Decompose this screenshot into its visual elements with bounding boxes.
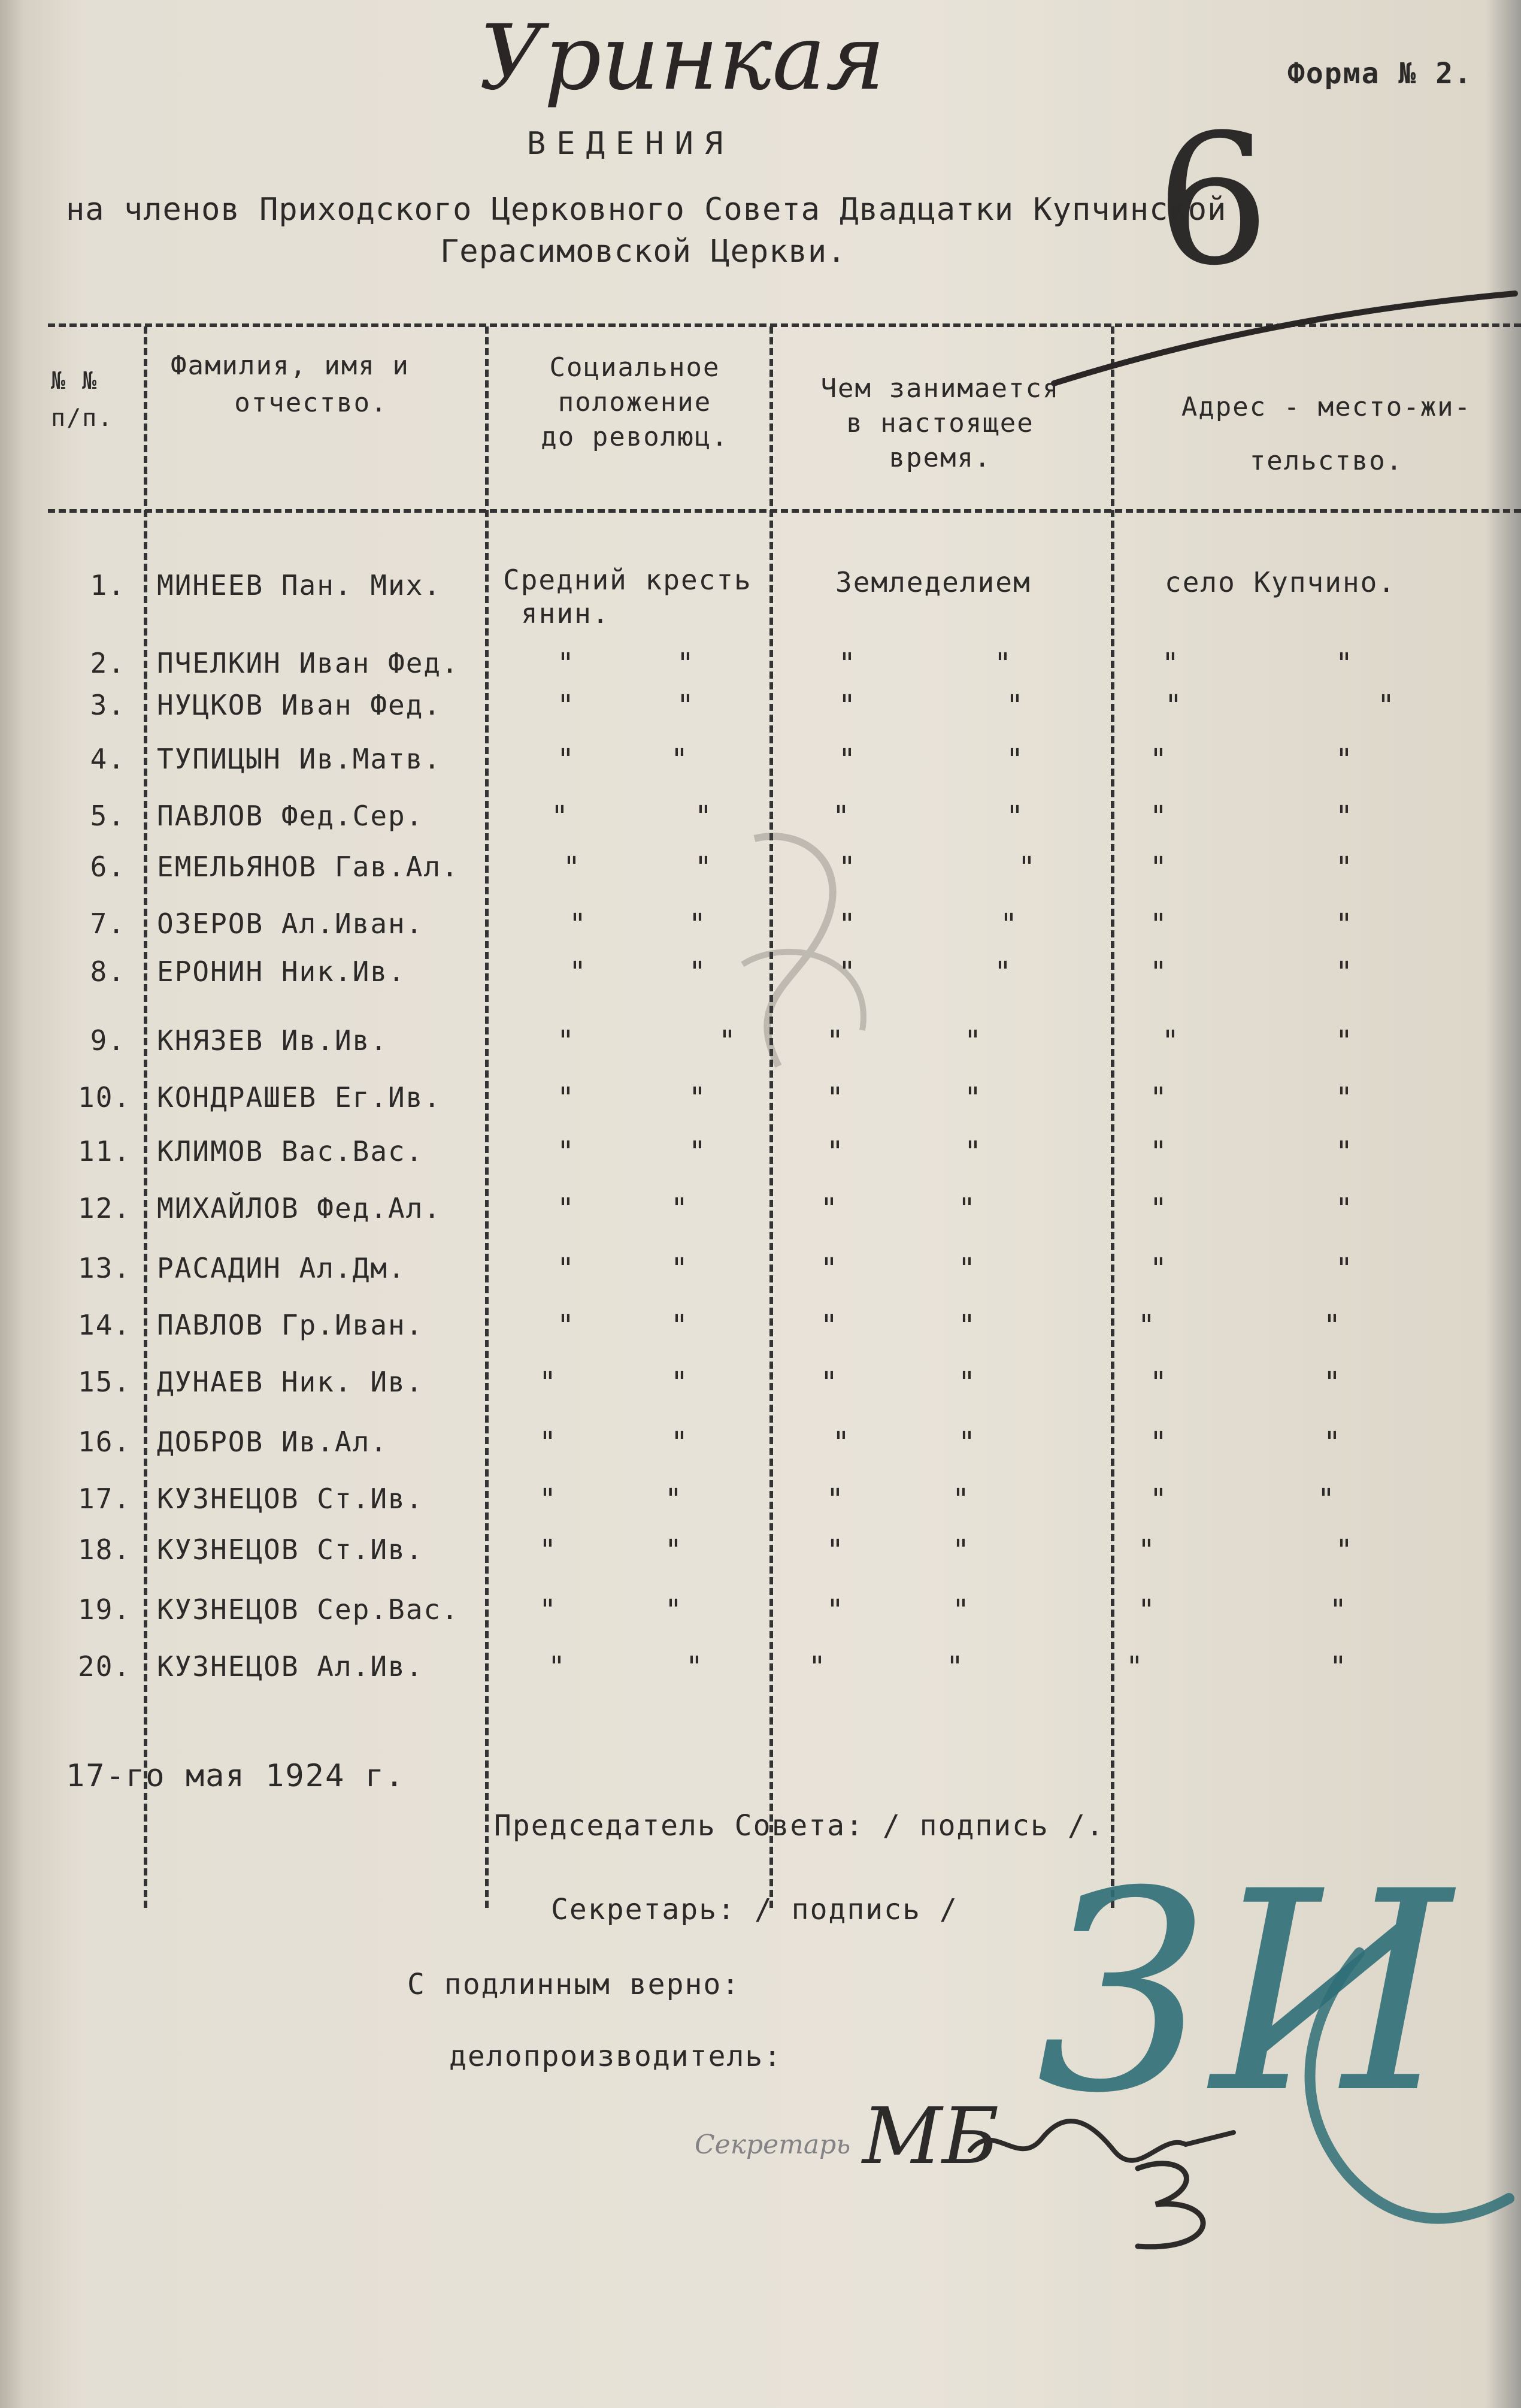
- ditto-mark: ": [539, 1366, 558, 1399]
- ditto-mark: ": [1150, 1135, 1168, 1169]
- row-member-name: ЕРОНИН Ник.Ив.: [157, 955, 406, 988]
- ditto-mark: ": [958, 1309, 977, 1342]
- row-member-name: РАСАДИН Ал.Дм.: [157, 1252, 406, 1284]
- row-member-name: НУЦКОВ Иван Фед.: [157, 689, 442, 721]
- header-name-line-1: Фамилия, имя и: [171, 350, 410, 381]
- row-member-name: ОЗЕРОВ Ал.Иван.: [157, 907, 424, 940]
- ditto-mark: ": [539, 1426, 558, 1459]
- row-number: 4.: [90, 743, 126, 775]
- header-occupation-line-2: в настоящее: [846, 408, 1034, 438]
- row-member-name: КУЗНЕЦОВ Ст.Ив.: [157, 1533, 424, 1566]
- row-member-name: МИНЕЕВ Пан. Мих.: [157, 569, 442, 601]
- ditto-mark: ": [539, 1483, 558, 1516]
- ditto-mark: ": [826, 1533, 845, 1567]
- ditto-mark: ": [1150, 743, 1168, 776]
- ditto-mark: ": [964, 1024, 983, 1058]
- ditto-mark: ": [569, 907, 587, 941]
- ditto-mark: ": [838, 907, 857, 941]
- ditto-mark: ": [952, 1593, 971, 1627]
- ditto-mark: ": [1138, 1533, 1156, 1567]
- ditto-mark: ": [671, 1252, 689, 1285]
- header-social-line-3: до революц.: [541, 422, 729, 452]
- ditto-mark: ": [557, 1192, 575, 1226]
- table-row: [0, 1483, 1521, 1524]
- teal-pencil-curve: [1252, 1947, 1515, 2246]
- ditto-mark: ": [557, 1309, 575, 1342]
- row-number: 14.: [78, 1309, 132, 1341]
- ditto-mark: ": [1006, 689, 1025, 722]
- ditto-mark: ": [808, 1650, 827, 1684]
- ditto-mark: ": [686, 1650, 704, 1684]
- table-row: [0, 1252, 1521, 1294]
- ditto-mark: ": [1335, 1192, 1354, 1226]
- row-member-name: МИХАЙЛОВ Фед.Ал.: [157, 1192, 442, 1224]
- header-address-line-1: Адрес - место-жи-: [1181, 392, 1472, 422]
- row-number: 9.: [90, 1024, 126, 1057]
- ditto-mark: ": [958, 1426, 977, 1459]
- header-num-line-1: № №: [51, 367, 98, 395]
- ditto-mark: ": [689, 1081, 707, 1115]
- row-number: 19.: [78, 1593, 132, 1626]
- ditto-mark: ": [1323, 1426, 1342, 1459]
- ditto-mark: ": [838, 689, 857, 722]
- margin-mark: 6: [1156, 96, 1270, 305]
- table-row: [0, 1366, 1521, 1408]
- row-member-name: ПЧЕЛКИН Иван Фед.: [157, 647, 459, 679]
- ditto-mark: ": [1126, 1650, 1144, 1684]
- ditto-mark: ": [1165, 689, 1183, 722]
- ditto-mark: ": [665, 1533, 683, 1567]
- ditto-mark: ": [1335, 1252, 1354, 1285]
- ditto-mark: ": [671, 1309, 689, 1342]
- row-number: 5.: [90, 800, 126, 832]
- ditto-mark: ": [695, 851, 713, 884]
- ditto-mark: ": [677, 647, 695, 680]
- ditto-mark: ": [1006, 743, 1025, 776]
- header-social: [515, 350, 755, 455]
- table-row: [0, 1533, 1521, 1575]
- first-row-occupation: Земледелием: [835, 566, 1031, 598]
- document-subtitle-line-1: на членов Приходского Церковного Совета Двадцатки Купчинской: [66, 192, 1227, 228]
- ditto-mark: ": [689, 907, 707, 941]
- header-address-line-2: тельство.: [1249, 446, 1404, 476]
- faint-stamp-mark: [707, 815, 922, 1150]
- header-name: [171, 347, 410, 422]
- teal-number-mark: 3И: [1036, 1833, 1452, 2153]
- table-row: [0, 743, 1521, 785]
- row-member-name: ЕМЕЛЬЯНОВ Гав.Ал.: [157, 851, 459, 883]
- ditto-mark: ": [1335, 743, 1354, 776]
- header-social-line-2: положение: [558, 387, 712, 418]
- first-row-social-line-1: Средний кресть: [503, 564, 752, 596]
- document-title: ВЕДЕНИЯ: [527, 126, 734, 162]
- table-row: [0, 1309, 1521, 1351]
- ditto-mark: ": [838, 647, 857, 680]
- ditto-mark: ": [958, 1252, 977, 1285]
- ditto-mark: ": [952, 1483, 971, 1516]
- ditto-mark: ": [1138, 1309, 1156, 1342]
- ditto-mark: ": [689, 1135, 707, 1169]
- row-member-name: ПАВЛОВ Гр.Иван.: [157, 1309, 424, 1341]
- row-member-name: ДУНАЕВ Ник. Ив.: [157, 1366, 424, 1398]
- header-occupation-line-1: Чем занимается: [820, 373, 1060, 404]
- ditto-mark: ": [548, 1650, 566, 1684]
- header-social-line-1: Социальное: [549, 352, 720, 383]
- row-number: 2.: [90, 647, 126, 679]
- ditto-mark: ": [1329, 1650, 1348, 1684]
- ditto-mark: ": [820, 1309, 839, 1342]
- row-member-name: ТУПИЦЫН Ив.Матв.: [157, 743, 442, 775]
- ditto-mark: ": [557, 647, 575, 680]
- form-label: Форма № 2.: [1287, 57, 1472, 90]
- certified-line: С подлинным верно:: [407, 1968, 741, 2001]
- chairman-signature-line: Председатель Совета: / подпись /.: [494, 1809, 1105, 1843]
- pen-stroke-header: [1048, 276, 1521, 395]
- ditto-mark: ": [1335, 1024, 1354, 1058]
- ditto-mark: ": [1150, 851, 1168, 884]
- table-row: [0, 1426, 1521, 1468]
- row-number: 15.: [78, 1366, 132, 1398]
- ditto-mark: ": [1162, 647, 1180, 680]
- secretary-signature-line: Секретарь: / подпись /: [551, 1893, 958, 1926]
- ditto-mark: ": [557, 743, 575, 776]
- ditto-mark: ": [1150, 1426, 1168, 1459]
- row-member-name: КНЯЗЕВ Ив.Ив.: [157, 1024, 389, 1057]
- ditto-mark: ": [958, 1192, 977, 1226]
- header-occupation: [790, 371, 1090, 476]
- ditto-mark: ": [826, 1483, 845, 1516]
- ditto-mark: ": [557, 1252, 575, 1285]
- ditto-mark: ": [1150, 1252, 1168, 1285]
- table-header-bottom-border: [48, 509, 1521, 513]
- row-member-name: КОНДРАШЕВ Ег.Ив.: [157, 1081, 442, 1114]
- ditto-mark: ": [952, 1533, 971, 1567]
- ditto-mark: ": [1335, 647, 1354, 680]
- ditto-mark: ": [539, 1533, 558, 1567]
- ditto-mark: ": [557, 1024, 575, 1058]
- ditto-mark: ": [1138, 1593, 1156, 1627]
- row-member-name: КЛИМОВ Вас.Вас.: [157, 1135, 424, 1167]
- ditto-mark: ": [665, 1483, 683, 1516]
- row-number: 16.: [78, 1426, 132, 1458]
- ditto-mark: ": [1377, 689, 1396, 722]
- row-number: 18.: [78, 1533, 132, 1566]
- ditto-mark: ": [1335, 955, 1354, 989]
- ditto-mark: ": [826, 1081, 845, 1115]
- row-member-name: ПАВЛОВ Фед.Сер.: [157, 800, 424, 832]
- row-member-name: КУЗНЕЦОВ Ал.Ив.: [157, 1650, 424, 1683]
- ditto-mark: ": [1150, 1192, 1168, 1226]
- annotation-top: Уринкая: [479, 6, 886, 110]
- ditto-mark: ": [1000, 907, 1019, 941]
- row-member-name: КУЗНЕЦОВ Сер.Вас.: [157, 1593, 459, 1626]
- row-member-name: ДОБРОВ Ив.Ал.: [157, 1426, 389, 1458]
- ditto-mark: ": [1335, 800, 1354, 833]
- ditto-mark: ": [1150, 1366, 1168, 1399]
- first-row-social-line-2: янин.: [521, 597, 610, 630]
- ditto-mark: ": [1323, 1309, 1342, 1342]
- ditto-mark: ": [1150, 1081, 1168, 1115]
- row-number: 20.: [78, 1650, 132, 1683]
- ditto-mark: ": [1335, 1533, 1354, 1567]
- ditto-mark: ": [820, 1252, 839, 1285]
- ditto-mark: ": [1335, 1081, 1354, 1115]
- ditto-mark: ": [677, 689, 695, 722]
- ditto-mark: ": [964, 1081, 983, 1115]
- ditto-mark: ": [820, 1366, 839, 1399]
- ditto-mark: ": [1323, 1366, 1342, 1399]
- ditto-mark: ": [563, 851, 581, 884]
- ditto-mark: ": [826, 1593, 845, 1627]
- document-date: 17-го мая 1924 г.: [66, 1758, 405, 1794]
- ditto-mark: ": [1150, 1483, 1168, 1516]
- ditto-mark: ": [671, 1192, 689, 1226]
- ditto-mark: ": [671, 1366, 689, 1399]
- table-row: [0, 689, 1521, 731]
- table-row: [0, 1650, 1521, 1692]
- ditto-mark: ": [557, 689, 575, 722]
- clerk-line: делопроизводитель:: [449, 2040, 783, 2073]
- row-number: 12.: [78, 1192, 132, 1224]
- ditto-mark: ": [695, 800, 713, 833]
- ditto-mark: ": [832, 1426, 851, 1459]
- ditto-mark: ": [557, 1135, 575, 1169]
- ditto-mark: ": [1150, 907, 1168, 941]
- row-member-name: КУЗНЕЦОВ Ст.Ив.: [157, 1483, 424, 1515]
- ditto-mark: ": [569, 955, 587, 989]
- header-address: [1159, 380, 1494, 488]
- handwritten-signature: МБ: [862, 2091, 999, 2182]
- ditto-mark: ": [719, 1024, 737, 1058]
- ditto-mark: ": [557, 1081, 575, 1115]
- ditto-mark: ": [551, 800, 569, 833]
- header-num-line-2: п/п.: [51, 404, 114, 432]
- row-number: 11.: [78, 1135, 132, 1167]
- ditto-mark: ": [1329, 1593, 1348, 1627]
- row-number: 8.: [90, 955, 126, 988]
- ditto-mark: ": [1018, 851, 1037, 884]
- ditto-mark: ": [838, 955, 857, 989]
- ditto-mark: ": [1317, 1483, 1336, 1516]
- first-row-address: село Купчино.: [1165, 566, 1396, 598]
- header-name-line-2: отчество.: [234, 388, 388, 418]
- row-number: 6.: [90, 851, 126, 883]
- ditto-mark: ": [539, 1593, 558, 1627]
- ditto-mark: ": [665, 1593, 683, 1627]
- stamp-secretary-label: Секретарь: [695, 2129, 851, 2160]
- ditto-mark: ": [838, 851, 857, 884]
- ditto-mark: ": [1006, 800, 1025, 833]
- header-occupation-line-3: время.: [889, 443, 992, 473]
- ditto-mark: ": [1335, 907, 1354, 941]
- table-row: [0, 647, 1521, 689]
- ditto-mark: ": [1150, 955, 1168, 989]
- ditto-mark: ": [1162, 1024, 1180, 1058]
- ditto-mark: ": [994, 955, 1013, 989]
- ditto-mark: ": [1335, 851, 1354, 884]
- ditto-mark: ": [689, 955, 707, 989]
- row-number: 3.: [90, 689, 126, 721]
- table-row: [0, 1593, 1521, 1635]
- row-number: 10.: [78, 1081, 132, 1114]
- ditto-mark: ": [838, 743, 857, 776]
- ditto-mark: ": [946, 1650, 965, 1684]
- row-number: 13.: [78, 1252, 132, 1284]
- document-subtitle-line-2: Герасимовской Церкви.: [440, 234, 847, 270]
- table-row: [0, 569, 1521, 611]
- ditto-mark: ": [826, 1024, 845, 1058]
- ditto-mark: ": [671, 743, 689, 776]
- row-number: 1.: [90, 569, 126, 601]
- header-num: [51, 362, 113, 437]
- ditto-mark: ": [1150, 800, 1168, 833]
- ditto-mark: ": [958, 1366, 977, 1399]
- ditto-mark: ": [826, 1135, 845, 1169]
- ditto-mark: ": [964, 1135, 983, 1169]
- ditto-mark: ": [671, 1426, 689, 1459]
- table-row: [0, 1192, 1521, 1234]
- row-number: 17.: [78, 1483, 132, 1515]
- ditto-mark: ": [994, 647, 1013, 680]
- ditto-mark: ": [820, 1192, 839, 1226]
- row-number: 7.: [90, 907, 126, 940]
- ditto-mark: ": [1335, 1135, 1354, 1169]
- ditto-mark: ": [832, 800, 851, 833]
